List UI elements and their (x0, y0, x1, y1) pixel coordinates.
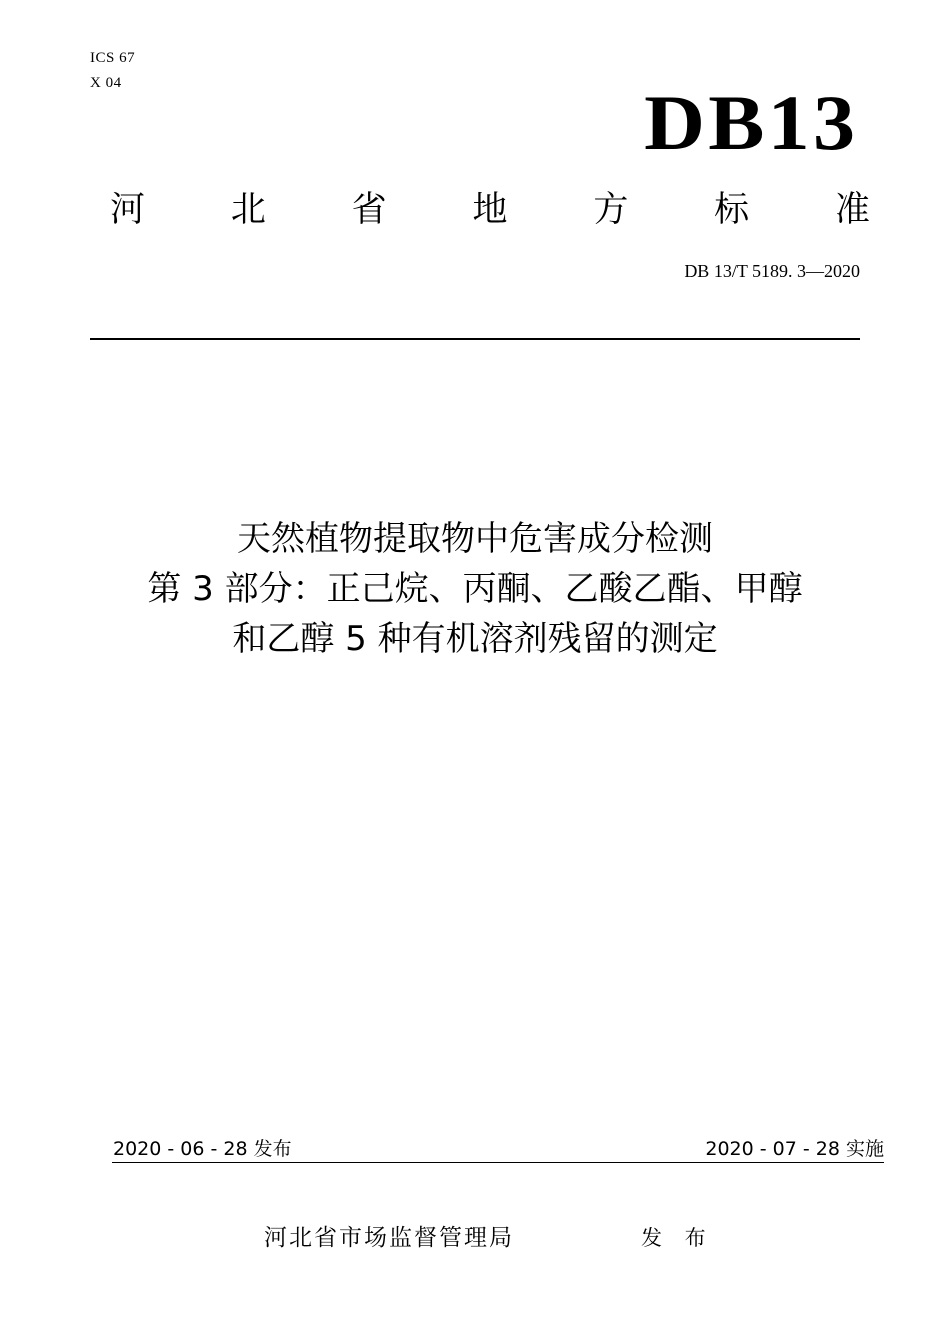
publish-label: 发 布 (641, 1226, 714, 1250)
standard-type-char: 河 (110, 190, 146, 230)
standard-type-char: 省 (351, 190, 387, 230)
standard-type-char: 准 (834, 190, 870, 230)
title-line-2: 第 3 部分：正己烷、丙酮、乙酸乙酯、甲醇 (147, 569, 803, 609)
standard-number: DB 13/T 5189. 3—2020 (684, 261, 860, 281)
standard-type-char: 北 (230, 190, 266, 230)
standard-type-heading (110, 186, 870, 234)
release-date: 2020 - 06 - 28 发布 (113, 1138, 292, 1160)
db13-logo: DB13 (643, 79, 858, 166)
ccs-code: X 04 (90, 75, 122, 91)
title-line-3: 和乙醇 5 种有机溶剂残留的测定 (232, 619, 718, 659)
standard-type-char: 方 (593, 190, 629, 230)
title-line-1: 天然植物提取物中危害成分检测 (237, 519, 713, 559)
standard-type-char: 地 (472, 190, 508, 230)
implementation-date: 2020 - 07 - 28 实施 (705, 1138, 884, 1160)
ics-code: ICS 67 (90, 50, 136, 66)
header-divider (90, 338, 860, 340)
issuing-authority: 河北省市场监督管理局 (264, 1225, 514, 1251)
standard-type-char: 标 (714, 190, 750, 230)
footer-divider (112, 1162, 884, 1163)
document-title (60, 514, 890, 664)
